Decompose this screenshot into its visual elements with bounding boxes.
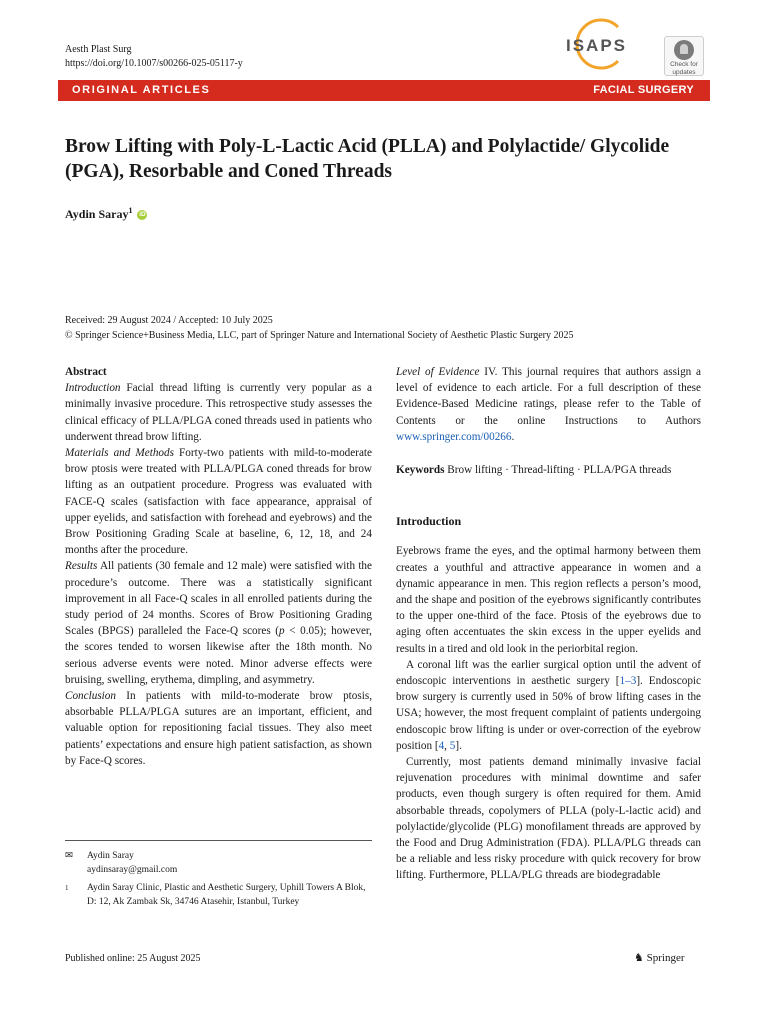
ref-4[interactable]: 4 — [438, 739, 445, 752]
introduction-heading: Introduction — [396, 514, 462, 529]
author-affiliation-sup: 1 — [128, 206, 133, 215]
author-line — [65, 206, 147, 222]
corr-name: Aydin Saray — [87, 851, 134, 861]
corr-email[interactable]: aydinsaray@gmail.com — [87, 865, 178, 875]
springer-horse-icon: ♞ — [634, 952, 644, 964]
level-text: IV. This journal requires that authors assign a level of evidence to each article. For a full description of these Evidence-Based Medicine ratings, please refer to the Table of Contents or the online Instructions to Authors — [396, 366, 702, 427]
logo-text: ISAPS — [566, 36, 628, 55]
springer-link[interactable]: www.springer.com/00266 — [396, 430, 512, 443]
envelope-icon: ✉ — [65, 851, 73, 861]
conclusion-text: In patients with mild-to-moderate brow ptosis, absorbable PLLA/PLGA sutures are an important, efficient, and valuable option for repositioning facial tissues. They also meet patients’ expectations and ensure high patient satisfaction, as shown by Face-Q scores. — [65, 690, 372, 767]
p2-text-c: ]. — [455, 739, 462, 752]
correspondence — [65, 849, 372, 877]
abstract-conclusion — [65, 688, 372, 769]
abstract-column — [65, 364, 372, 769]
intro-paragraph-1: Eyebrows frame the eyes, and the optimal harmony between them creates a youthful and attractive appearance in women and a dynamic appearance in men. This region reflects a person’s mood, and the shape and position of the eyebrows significantly contributes to the upper one-third of the face. Ptosis of the eyebrows due to aging often accentuates the skin excess in the upper eyelids and results in a tired and old look in the periorbital region. — [396, 545, 701, 655]
bookmark-icon — [674, 40, 694, 60]
ref-1-3[interactable]: 1–3 — [619, 675, 637, 688]
abstract-methods — [65, 445, 372, 558]
aff-text: Aydin Saray Clinic, Plastic and Aesthetic Surgery, Uphill Towers A Blok, D: 12, Ak Zambak Sk, 34746 Atasehir, Istanbul, Turkey — [87, 883, 366, 907]
journal-name: Aesth Plast Surg — [65, 44, 132, 55]
intro-paragraph-2 — [396, 657, 701, 754]
copyright: © Springer Science+Business Media, LLC, part of Springer Nature and International Society of Aesthetic Plastic Surgery 2025 — [65, 330, 574, 341]
published-online: Published online: 25 August 2025 — [65, 953, 201, 964]
author-name[interactable]: Aydin Saray — [65, 207, 129, 221]
received-accepted: Received: 29 August 2024 / Accepted: 10 July 2025 — [65, 315, 273, 326]
affiliation — [65, 881, 372, 909]
banner-left: ORIGINAL ARTICLES — [72, 84, 211, 96]
ref-5[interactable]: 5 — [449, 739, 456, 752]
article-title: Brow Lifting with Poly-L-Lactic Acid (PLLA) and Polylactide/ Glycolide (PGA), Resorbable and Coned Threads — [65, 136, 670, 182]
aff-num: 1 — [65, 884, 69, 892]
journal-info — [65, 43, 243, 71]
section-banner — [58, 80, 710, 101]
abstract-heading: Abstract — [65, 366, 107, 378]
results-text-b: < 0.05); however, the scores tended to worsen likewise after the 18th month. No serious adverse events were noted. Minor adverse effects were bruising, swelling, erythema, dimpling, and asymmetry. — [65, 625, 372, 686]
check-for-updates-badge[interactable] — [664, 36, 704, 76]
check-line2: updates — [672, 69, 696, 76]
banner-right: FACIAL SURGERY — [593, 84, 694, 96]
p2-text-b: ]. Endoscopic brow surgery is currently used in 50% of brow lifting cases in the USA; however, the most frequent complaint of patients undergoing endoscopic brow lifting is under or over-correction of the eyebrow position [ — [396, 675, 702, 752]
p2-text-a: A coronal lift was the earlier surgical option until the advent of endoscopic interventions in aesthetic surgery [ — [396, 658, 701, 688]
results-p: p — [279, 625, 285, 638]
doi-link[interactable]: https://doi.org/10.1007/s00266-025-05117-y — [65, 58, 243, 69]
intro-paragraph-3: Currently, most patients demand minimally invasive facial rejuvenation procedures with minimal downtime and safer products, even though surgery is often required for them. Amid absorbable threads, copolymers of PLLA (poly-L-lactic acid) and polylactide/glycolide (PLG) monofilament threads are approved by the Food and Drug Administration (FDA). PLLA/PLG threads can be a reliable and less risky procedure with quick recovery for brow lifting. Furthermore, PLLA/PLG threads are biodegradable — [396, 756, 701, 882]
footnote-divider — [65, 840, 372, 841]
conclusion-label: Conclusion — [65, 690, 116, 703]
publisher-name: Springer — [646, 952, 685, 964]
abstract-introduction — [65, 380, 372, 445]
level-label: Level of Evidence — [396, 366, 480, 378]
orcid-icon[interactable]: iD — [139, 211, 146, 219]
check-line1: Check for — [670, 61, 698, 68]
abstract-results — [65, 558, 372, 688]
keywords — [396, 462, 701, 478]
ref-sep: , — [444, 739, 450, 752]
results-label: Results — [65, 560, 98, 573]
publisher-mark — [634, 951, 685, 964]
level-end: . — [511, 430, 515, 443]
right-column — [396, 364, 701, 884]
keywords-label: Keywords — [396, 464, 445, 477]
keywords-text: Brow lifting · Thread-lifting · PLLA/PGA threads — [447, 464, 672, 477]
intro-text: Facial thread lifting is currently very popular as a minimally invasive procedure. This retrospective study assesses the clinical efficacy of PLLA/PLGA coned threads used in patients who underwent thread brow lifting. — [65, 382, 372, 443]
results-text-a: All patients (30 female and 12 male) were satisfied with the procedure’s outcome. There was a statistically significant improvement in all Face-Q scales in all enrolled patients during the study period of 24 months. Scores of Brow Positioning Grading Scales (BPGS) paralleled the Face-Q scores ( — [65, 560, 372, 638]
methods-label: Materials and Methods — [65, 447, 174, 460]
methods-text: Forty-two patients with mild-to-moderate brow ptosis were treated with PLLA/PLGA coned threads for brow lifting as an outpatient procedure. Progress was evaluated with FACE-Q scales (satisfaction with face appearance, appraisal of upper eyelids, and satisfaction with forehead and eyebrows) and the Brow Positioning Grading Scale at baseline, 6, 12, 18, and 24 months after the procedure. — [65, 447, 372, 557]
level-of-evidence — [396, 364, 701, 445]
intro-label: Introduction — [65, 382, 121, 395]
isaps-logo — [556, 17, 648, 71]
dates-block — [65, 313, 574, 343]
